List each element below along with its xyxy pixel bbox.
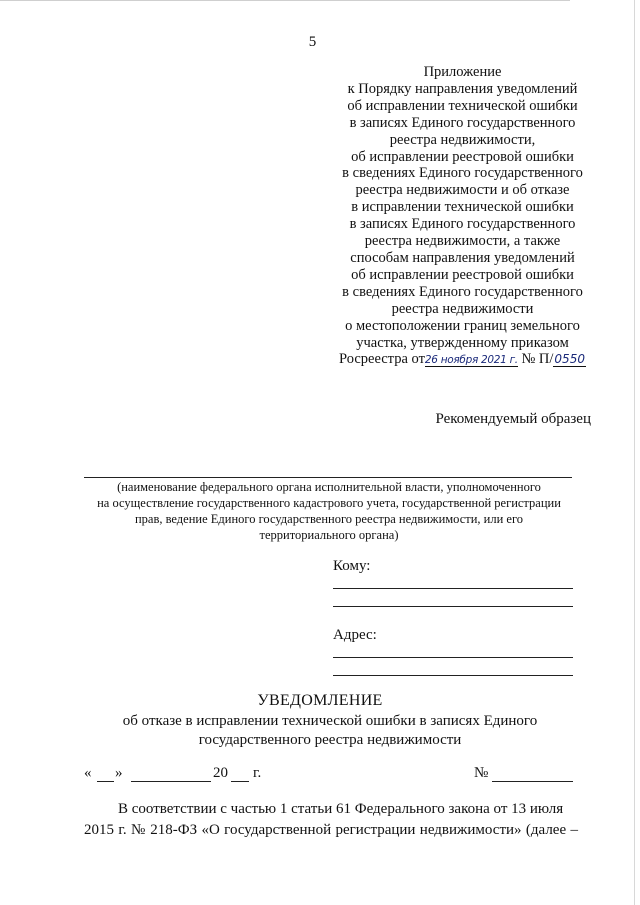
date-open-quote: « xyxy=(84,765,92,781)
appendix-line: Приложение xyxy=(423,64,502,80)
date-year-prefix: 20 xyxy=(213,765,228,781)
appendix-line: реестра недвижимости, xyxy=(389,131,536,148)
appendix-line: реестра недвижимости и об отказе xyxy=(355,182,570,199)
organization-name-line xyxy=(84,477,572,478)
address-line-1 xyxy=(333,657,573,658)
caption-line: прав, ведение Единого государственного реестра недвижимости, или его xyxy=(134,512,524,526)
page-top-edge xyxy=(0,0,570,1)
appendix-line: участка, утвержденному приказом xyxy=(356,334,569,351)
caption-line: (наименование федерального органа исполнительной власти, уполномоченного xyxy=(117,480,541,494)
notice-title: УВЕДОМЛЕНИЕ xyxy=(257,692,383,709)
appendix-line: в записях Единого государственного xyxy=(349,114,576,131)
appendix-block xyxy=(330,64,595,369)
body-paragraph xyxy=(84,799,578,841)
appendix-line: реестра недвижимости, а также xyxy=(364,233,561,250)
subtitle-line: государственного реестра недвижимости xyxy=(198,732,462,748)
recommended-sample-label: Рекомендуемый образец xyxy=(435,411,591,427)
date-year-line xyxy=(231,781,249,782)
notice-subtitle xyxy=(100,712,560,750)
recipient-label: Кому: xyxy=(333,558,371,574)
handwritten-order-date: 26 ноября 2021 г. xyxy=(424,354,518,367)
page-right-edge xyxy=(634,0,635,905)
appendix-line: об исправлении реестровой ошибки xyxy=(351,266,574,283)
date-day-line xyxy=(97,781,114,782)
appendix-line: к Порядку направления уведомлений xyxy=(347,80,578,97)
order-number-prefix: № П/ xyxy=(521,351,554,368)
date-close-quote: » xyxy=(115,765,123,781)
number-label: № xyxy=(474,765,489,781)
handwritten-order-number: 0550 xyxy=(554,352,585,367)
body-line: 2015 г. № 218-ФЗ «О государственной регистрации недвижимости» (далее – xyxy=(84,822,578,838)
appendix-line: об исправлении реестровой ошибки xyxy=(351,148,574,165)
page-number: 5 xyxy=(308,34,317,50)
address-line-2 xyxy=(333,675,573,676)
appendix-line: в сведениях Единого государственного xyxy=(342,283,583,300)
number-line xyxy=(492,781,573,782)
appendix-line: в записях Единого государственного xyxy=(349,216,576,233)
recipient-line-1 xyxy=(333,588,573,589)
appendix-line: об исправлении технической ошибки xyxy=(347,97,578,114)
order-prefix: Росреестра от xyxy=(339,351,425,368)
appendix-line: в сведениях Единого государственного xyxy=(342,165,583,182)
subtitle-line: об отказе в исправлении технической ошибки в записях Единого xyxy=(122,713,538,729)
recipient-line-2 xyxy=(333,606,573,607)
appendix-line: в исправлении технической ошибки xyxy=(351,199,574,216)
organization-caption xyxy=(84,479,574,543)
appendix-line: о местоположении границ земельного xyxy=(345,317,580,334)
address-label: Адрес: xyxy=(333,627,377,643)
appendix-line: способам направления уведомлений xyxy=(350,249,575,266)
caption-line: территориального органа) xyxy=(259,528,399,542)
appendix-line: реестра недвижимости xyxy=(391,300,534,317)
date-year-suffix: г. xyxy=(253,765,262,781)
order-reference-line xyxy=(330,351,595,369)
body-line: В соответствии с частью 1 статьи 61 Федерального закона от 13 июля xyxy=(118,801,564,817)
caption-line: на осуществление государственного кадастрового учета, государственной регистрации xyxy=(97,496,561,510)
date-month-line xyxy=(131,781,211,782)
